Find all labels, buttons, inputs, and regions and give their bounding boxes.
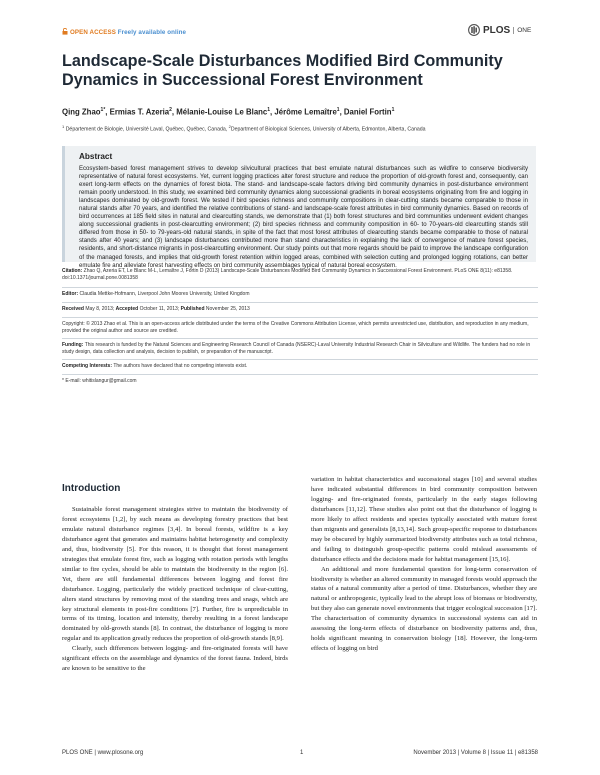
- right-column: [311, 475, 537, 654]
- author-mark: 1: [391, 107, 395, 113]
- author-name: Mélanie-Louise Le Blanc: [176, 107, 268, 117]
- article-title: Landscape-Scale Disturbances Modified Bird Community Dynamics in Successional Forest Environment: [62, 52, 503, 89]
- footer-issue: November 2013 | Volume 8 | Issue 11 | e81358: [413, 750, 538, 756]
- divider: [62, 338, 538, 339]
- editor-label: Editor:: [62, 291, 79, 297]
- accepted-label: Accepted: [115, 306, 139, 312]
- author-mark: 1: [267, 107, 271, 113]
- affiliation-mark: 1: [62, 124, 65, 129]
- divider: [62, 302, 538, 303]
- divider: [62, 374, 538, 375]
- received-date: May 8, 2013;: [85, 306, 115, 312]
- competing-text: The authors have declared that no competing interests exist.: [113, 363, 248, 369]
- author-mark: 2: [169, 107, 172, 113]
- introduction-heading: Introduction: [62, 483, 121, 494]
- editor: [62, 291, 538, 298]
- plos-logo-icon: [468, 24, 480, 36]
- affiliation-mark: 2: [228, 124, 231, 129]
- copyright: Copyright: © 2013 Zhao et al. This is an open-access article distributed under the terms of the Creative Commons Attribution License, which permits unrestricted use, distribution, and reproduction in any medium, provided the original author and source are credited.: [62, 321, 529, 334]
- open-access-banner: [62, 28, 186, 36]
- funding: [62, 342, 538, 356]
- funding-text: This research is funded by the Natural Sciences and Engineering Research Council of Canada (NSERC)-Laval University Industrial Research Chair in Silviculture and Wildlife. The funders had no role in study design, data collection and analysis, decision to publish, or preparation of the manuscript.: [62, 342, 531, 355]
- affiliation-text: Department of Biological Sciences, University of Alberta, Edmonton, Alberta, Canada: [230, 126, 426, 133]
- page-number: 1: [300, 750, 304, 756]
- citation-text: Zhao Q, Azeria ET, Le Blanc M-L, Lemaître J, Fortin D (2013) Landscape-Scale Disturbances Modified Bird Community Dynamics in Successional Forest Environment. PLoS ONE 8(11): e81358. doi:10.1371/journal.pone.0081358: [62, 268, 513, 281]
- open-word: OPEN: [70, 29, 88, 36]
- open-access-lock-icon: [62, 28, 68, 35]
- published-label: Published: [180, 306, 205, 312]
- freely-available-text: Freely available online: [117, 29, 187, 36]
- abstract-heading: Abstract: [79, 152, 113, 161]
- divider: [62, 317, 538, 318]
- paragraph: An additional and more fundamental question for long-term conservation of biodiversity is whether an altered community in managed forests would approach the status of a natural community after a period of time. Disturbances, whether they are natural or anthropogenic, typically lead to the abrupt loss of biomass or biodiversity, but they also can generate novel environments that trigger ecological succession [17]. The characterisation of community dynamics in successional systems can aid in assessing the long-term effects of disturbance on biodiversity patterns and, thus, holds significant meaning in conservation biology [18]. However, the long-term effects of logging on bird: [311, 565, 537, 653]
- paragraph: Clearly, such differences between logging- and fire-originated forests will have significant effects on the assemblage and dynamics of the forest fauna. Indeed, birds are known to be sensitive to the: [62, 645, 288, 673]
- paragraph: Sustainable forest management strategies strive to maintain the biodiversity of forest ecosystems [1,2], by such means as developing forestry practices that best emulate natural disturbance regimes [3,4]. In boreal forests, wildfire is a key disturbance agent that generates and maintains habitat heterogeneity and complexity and, thus, biodiversity [5]. For this reason, it is thought that forest management strategies that emulate forest fire, such as logging with rotation periods with lengths similar to fire cycles, should be able to maintain the biodiversity in the region [6]. Yet, there are still fundamental differences between logging and forest fire disturbance. Logging, particularly the widely practiced technique of clear-cutting, alters stand structures by removing most of the standing trees and snags, which are key structural elements in post-fire conditions [7]. Further, fire is unpredictable in terms of its timing, location and intensity, thereby resulting in a forest landscape dominated by old-growth stands [8]. In contrast, the disturbance of logging is more regular and its application greatly reduces the proportion of old-growth stands [8,9].: [62, 506, 288, 643]
- affiliation-text: Département de Biologie, Université Laval, Québec, Québec, Canada,: [65, 126, 228, 133]
- author-name: Daniel Fortin: [343, 107, 392, 117]
- competing-interests: [62, 363, 538, 370]
- abstract-box: [62, 146, 536, 269]
- footer-journal: PLOS ONE | www.plosone.org: [62, 750, 144, 756]
- citation-label: Citation:: [62, 268, 83, 274]
- journal-name: PLOS: [483, 24, 511, 36]
- affiliations: [62, 124, 552, 133]
- journal-sub: ONE: [513, 27, 531, 34]
- author-name: Qing Zhao: [62, 107, 101, 117]
- editor-text: Claudia Mettke-Hofmann, Liverpool John Moores University, United Kingdom: [79, 291, 250, 297]
- dates: [62, 306, 538, 313]
- access-word: ACCESS: [89, 29, 116, 36]
- published-date: November 25, 2013: [205, 306, 250, 312]
- left-column: [62, 505, 288, 674]
- citation: [62, 268, 538, 282]
- author-mark: 1: [336, 107, 340, 113]
- author-name: Ermias T. Azeria: [109, 107, 170, 117]
- journal-logo: [468, 22, 531, 38]
- received-label: Received: [62, 306, 84, 312]
- author-mark: 1*: [100, 107, 106, 113]
- competing-label: Competing Interests:: [62, 363, 113, 369]
- author-list: Qing Zhao$^{1*}$, Ermias T. Azeria$^2$, Mélanie-Louise Le Blanc$^1$, Jérôme Lemaître$^1$, Daniel Fortin$^1$: [62, 107, 395, 117]
- email: * E-mail: whitislangur@gmail.com: [62, 378, 137, 384]
- funding-label: Funding:: [62, 342, 84, 348]
- divider: [62, 359, 538, 360]
- divider: [62, 287, 538, 288]
- author-name: Jérôme Lemaître: [274, 107, 337, 117]
- abstract-text: Ecosystem-based forest management strives to develop silvicultural practices that best emulate natural disturbances such as wildfire to conserve biodiversity representative of natural forest ecosystems. Yet, current logging practices alter forest structure and reduce the proportion of old-growth forest and, consequently, can exert long-term effects on the dynamics of forest biota. The stand- and landscape-scale factors driving bird community dynamics in post-disturbance environment remain poorly understood. In this study, we examined bird community dynamics along successional gradients in boreal ecosystems originating from fire and logging in landscapes dominated by old-growth forest. We tested if bird species richness and community compositions in clear-cutting stands became comparable to those in natural stands after 70 years, and identified the relative contributions of stand- and landscape-scale forest attributes in bird community dynamics. Based on records of bird occurrences at 185 field sites in natural and clearcutting stands, we demonstrate that (1) both forest structures and bird communities underwent evident changes along successional gradients in post-clearcutting environment; (2) bird species richness and community composition in 60- to 70-years-old clearcutting stands still differed from those in 50- to 79-years-old natural stands, in spite of the fact that most forest attributes of clearcutting stands became comparable to those of natural stands after 40 years; and (3) landscape disturbances contributed more than stand characteristics in explaining the lack of convergence of mature forest species, residents, and short-distance migrants in post-clearcutting environment. Our study points out that more regards should be paid to improve the landscape configuration of the managed forests, and implies that old-growth forest retention within logged areas, combined with selection cutting and prolonged logging rotations, can better emulate fire and alleviate forest harvesting effects on bird community assemblages typical of natural boreal ecosystem.: [79, 166, 528, 269]
- accepted-date: October 11, 2013;: [139, 306, 180, 312]
- paragraph: variation in habitat characteristics and successional stages [10] and several studies have indicated substantial differences in bird community composition between logging- and fire-originated forests, particularly in the early stages following disturbances [11,12]. These studies also point out that the disturbance of logging is more likely to affect residents and species typically associated with mature forest than migrants and generalists [8,13,14]. Such group-specific response to disturbances may be obscured by highly summarized biodiversity attributes such as total richness, and failing to distinguish group-specific patterns could mislead assessments of disturbance effects and the decisions made for habitat management [15,16].: [311, 476, 537, 563]
